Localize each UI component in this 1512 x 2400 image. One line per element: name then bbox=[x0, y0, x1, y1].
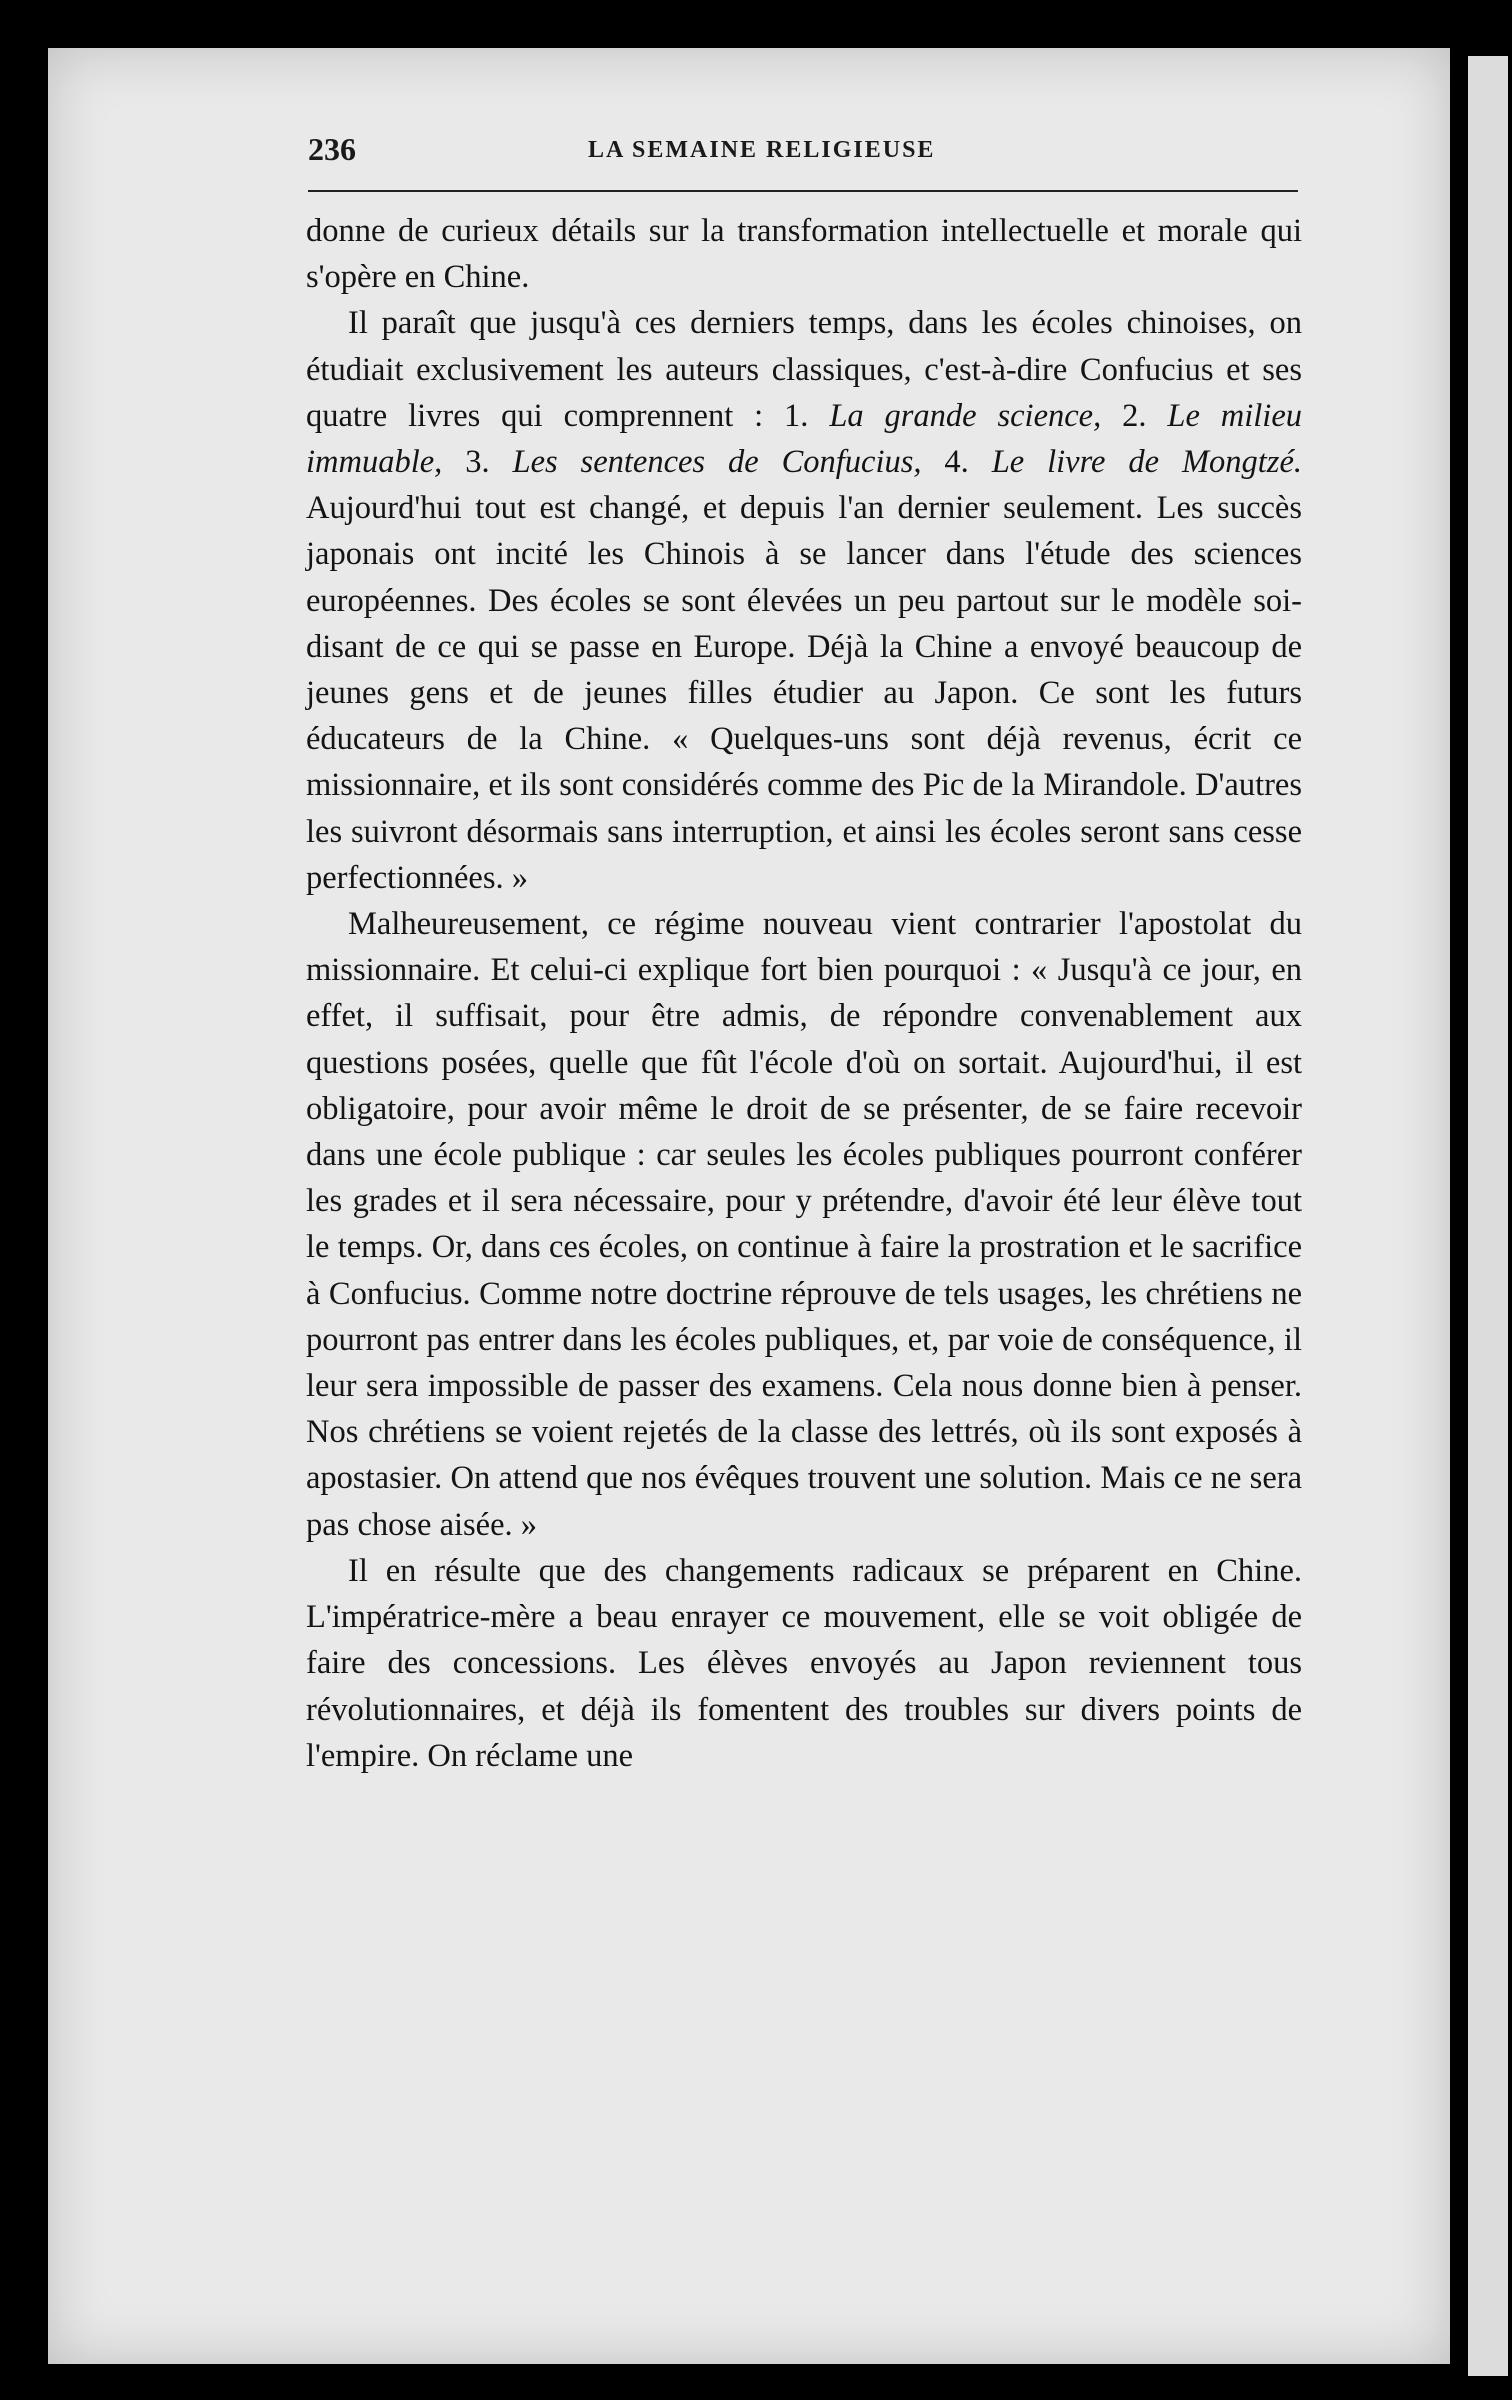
book-title-2: Le milieu immuable, bbox=[306, 397, 1303, 481]
paragraph-2 bbox=[306, 300, 1302, 901]
book-number-3: 3. bbox=[442, 444, 513, 481]
next-page-edge bbox=[1468, 56, 1508, 2376]
paragraph-2-intro: Il paraît que jusqu'à ces derniers temps, dans les écoles chinoises, on étudiait exclusivement les auteurs classiques, c'est-à-dire Confucius et ses quatre livres qui comprennent : 1. bbox=[306, 305, 1302, 434]
page-header bbox=[258, 131, 1298, 171]
book-title-4: Le livre de Mongtzé. bbox=[991, 444, 1302, 481]
page-number: 236 bbox=[308, 131, 356, 167]
running-title: LA SEMAINE RELIGIEUSE bbox=[588, 137, 936, 163]
book-title-3: Les sentences de Confucius, bbox=[512, 444, 922, 481]
paragraph-3: Malheureusement, ce régime nouveau vient contrarier l'apostolat du missionnaire. Et celui-ci explique fort bien pourquoi : « Jusqu'à ce jour, en effet, il suffisait, pour être admis, de répondre convenablement aux questions posées, quelle que fût l'école d'où on sortait. Aujourd'hui, il est obligatoire, pour avoir même le droit de se présenter, de se faire recevoir dans une école publique : car seules les écoles publiques pourront conférer les grades et il sera nécessaire, pour y prétendre, d'avoir été leur élève tout le temps. Or, dans ces écoles, on continue à faire la prostration et le sacrifice à Confucius. Comme notre doctrine réprouve de tels usages, les chrétiens ne pourront pas entrer dans les écoles publiques, et, par voie de conséquence, il leur sera impossible de passer des examens. Cela nous donne bien à penser. Nos chrétiens se voient rejetés de la classe des lettrés, où ils sont exposés à apostasier. On attend que nos évêques trouvent une solution. Mais ce ne sera pas chose aisée. » bbox=[306, 906, 1302, 1543]
body-text bbox=[306, 208, 1302, 1779]
paragraph-4: Il en résulte que des changements radicaux se préparent en Chine. L'impératrice-mère a beau enrayer ce mouvement, elle se voit obligée de faire des concessions. Les élèves envoyés au Japon reviennent tous révolutionnaires, et déjà ils fomentent des troubles sur divers points de l'empire. On réclame une bbox=[306, 1552, 1302, 1774]
paragraph-1: donne de curieux détails sur la transformation intellectuelle et morale qui s'opère en Chine. bbox=[306, 213, 1302, 296]
header-rule bbox=[308, 190, 1298, 192]
book-number-4: 4. bbox=[921, 444, 992, 481]
book-title-1: La grande science, bbox=[829, 397, 1102, 434]
paragraph-2-rest: Aujourd'hui tout est changé, et depuis l'an dernier seulement. Les succès japonais ont incité les Chinois à se lancer dans l'étude des sciences européennes. Des écoles se sont élevées un peu partout sur le modèle soi-disant de ce qui se passe en Europe. Déjà la Chine a envoyé beaucoup de jeunes gens et de jeunes filles étudier au Japon. Ce sont les futurs éducateurs de la Chine. « Quelques-uns sont déjà revenus, écrit ce missionnaire, et ils sont considérés comme des Pic de la Mirandole. D'autres les suivront désormais sans interruption, et ainsi les écoles seront sans cesse perfectionnées. » bbox=[306, 490, 1302, 896]
book-number-2: 2. bbox=[1101, 397, 1168, 434]
